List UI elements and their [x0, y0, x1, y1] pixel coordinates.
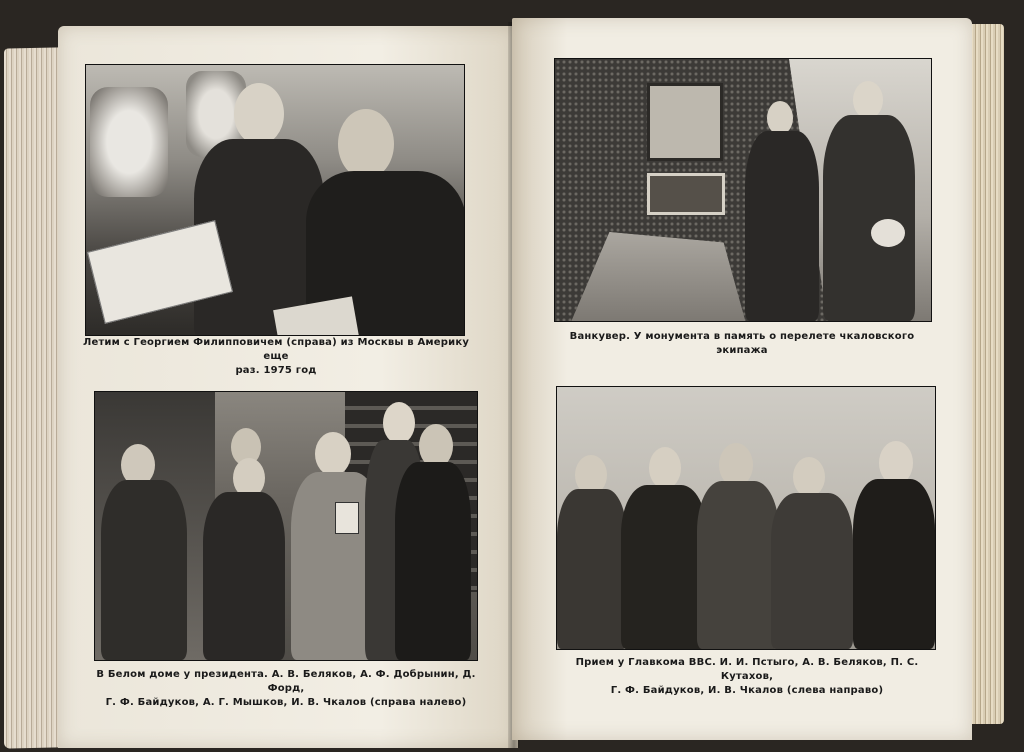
officer-4-head	[793, 457, 825, 497]
photo-vancouver-monument	[554, 58, 932, 322]
person-1-suit	[101, 480, 187, 660]
book-in-hand	[335, 502, 359, 534]
officer-5-suit	[853, 479, 935, 649]
page-edges-right	[968, 24, 1004, 724]
person-b-coat	[823, 115, 915, 321]
officer-1-uniform	[557, 489, 627, 649]
officer-2-uniform	[621, 485, 707, 649]
hat-in-hand	[871, 219, 905, 247]
person-b-head	[853, 81, 883, 119]
person-right-head	[338, 109, 394, 179]
caption-bottom-right: Прием у Главкома ВВС. И. И. Пстыго, А. В. Беляков, П. С. Кутахов, Г. Ф. Байдуков, И. В. Чкалов (слева направо)	[575, 657, 919, 696]
caption-top-left: Летим с Георгием Филипповичем (справа) из Москвы в Америку еще раз. 1975 год	[82, 337, 470, 376]
left-page	[58, 26, 518, 748]
monument-plaque-relief	[647, 83, 723, 161]
caption-top-right: Ванкувер. У монумента в память о перелете чкаловского экипажа	[569, 331, 915, 356]
person-a-suit	[745, 131, 819, 321]
person-a-head	[767, 101, 793, 135]
photo-white-house	[94, 391, 478, 661]
right-page	[512, 18, 972, 740]
photo-air-force-reception	[556, 386, 936, 650]
person-4-head	[315, 432, 351, 476]
person-left-head	[234, 83, 284, 145]
photo-airplane	[85, 64, 465, 336]
officer-2-head	[649, 447, 681, 489]
officer-3-uniform	[697, 481, 779, 649]
monument-plaque-text	[647, 173, 725, 215]
caption-bottom-left: В Белом доме у президента. А. В. Беляков, А. Ф. Добрынин, Д. Форд, Г. Ф. Байдуков, А. Г. Мышков, И. В. Чкалов (справа налево)	[96, 669, 476, 708]
person-6-suit	[395, 462, 471, 660]
officer-4-uniform	[771, 493, 853, 649]
page-edges-left	[4, 47, 60, 748]
person-3-suit	[203, 492, 285, 660]
airplane-window	[90, 87, 168, 197]
person-5-head	[383, 402, 415, 444]
